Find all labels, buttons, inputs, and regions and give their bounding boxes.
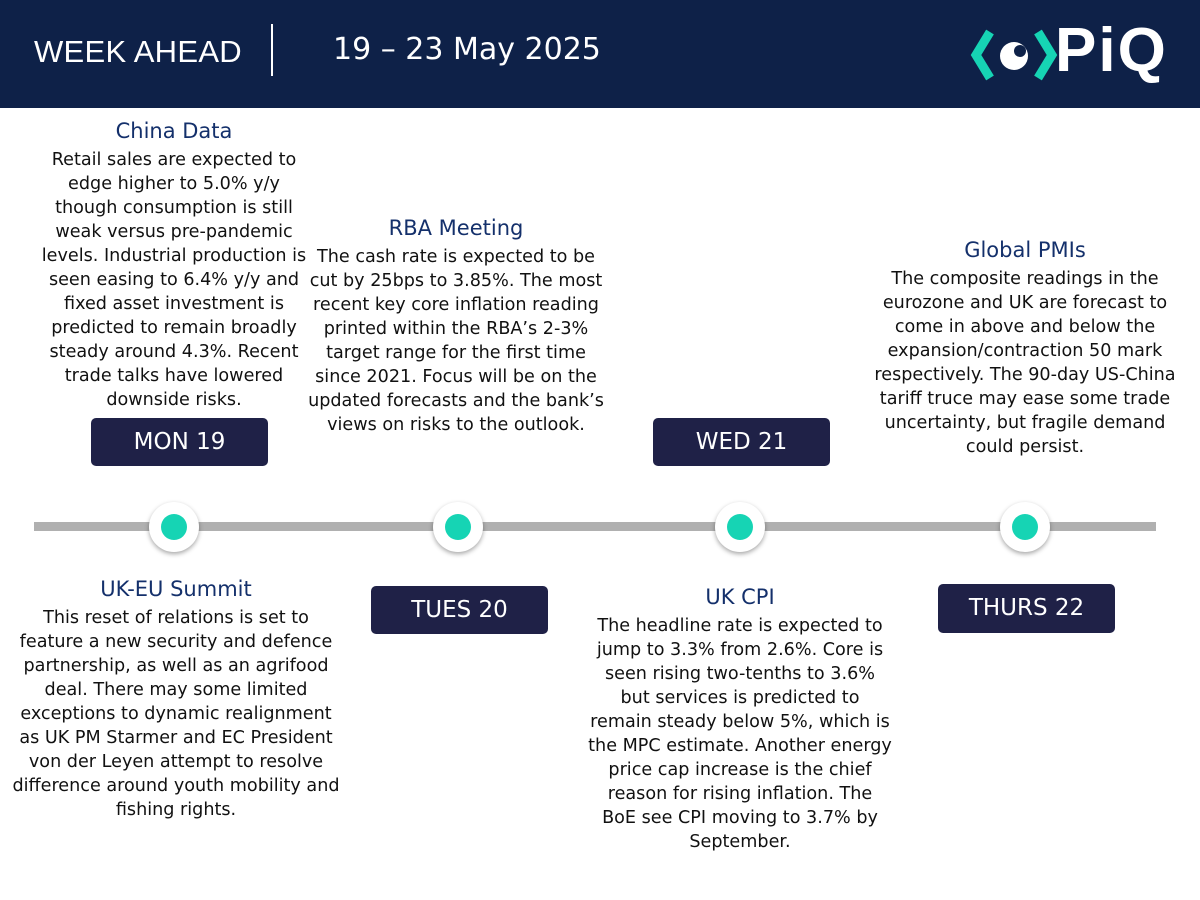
event-description: Retail sales are expected to edge higher to 5.0% y/y though consumption is still weak versus pre-pandemic levels. Industrial production is seen easing to 6.4% y/y and fixed asset investment is predicted to remain broadly steady around 4.3%. Recent trade talks have lowered downside risks. — [41, 150, 307, 410]
event-description: The cash rate is expected to be cut by 25bps to 3.85%. The most recent key core inflation reading printed within the RBA’s 2-3% target range for the first time since 2021. Focus will be on the updated forecasts and the bank’s views on risks to the outlook. — [308, 247, 604, 435]
event-description: This reset of relations is set to feature a new security and defence partnership, as well as an agrifood deal. There may some limited exceptions to dynamic realignment as UK PM Starmer and EC President von der Leyen attempt to resolve difference around youth mobility and fishing rights. — [12, 608, 340, 820]
event-uk-cpi — [588, 584, 892, 854]
event-uk-eu-summit — [12, 576, 340, 822]
date-range: 19 – 23 May 2025 — [333, 32, 601, 67]
timeline-line — [34, 522, 1156, 531]
logo-text: PiQ — [1055, 16, 1168, 85]
event-title: Global PMIs — [964, 238, 1086, 262]
eye-bracket-icon — [968, 22, 1058, 88]
day-badge-thurs: THURS 22 — [938, 584, 1115, 633]
header-divider — [271, 24, 273, 76]
page-title: WEEK AHEAD — [34, 34, 242, 69]
event-title: RBA Meeting — [388, 216, 524, 240]
event-description: The headline rate is expected to jump to 3.3% from 2.6%. Core is seen rising two-tenths to 3.6% but services is predicted to remain steady below 5%, which is the MPC estimate. Another energy price cap increase is the chief reason for rising inflation. The BoE see CPI moving to 3.7% by September. — [588, 616, 892, 852]
event-china-data — [40, 118, 308, 412]
event-title: UK-EU Summit — [100, 577, 252, 601]
event-global-pmis — [872, 237, 1178, 459]
timeline-node-mon — [149, 502, 199, 552]
day-badge-wed: WED 21 — [653, 418, 830, 466]
timeline-node-wed — [715, 502, 765, 552]
day-badge-mon: MON 19 — [91, 418, 268, 466]
event-title: China Data — [115, 119, 233, 143]
header-bar — [0, 0, 1200, 108]
day-badge-tues: TUES 20 — [371, 586, 548, 634]
timeline-node-thurs — [1000, 502, 1050, 552]
event-rba-meeting — [306, 215, 606, 437]
timeline-node-tues — [433, 502, 483, 552]
piq-logo — [968, 16, 1168, 88]
event-description: The composite readings in the eurozone and UK are forecast to come in above and below the expansion/contraction 50 mark respectively. The 90-day US-China tariff truce may ease some trade uncertainty, but fragile demand could persist. — [874, 269, 1176, 457]
event-title: UK CPI — [705, 585, 775, 609]
